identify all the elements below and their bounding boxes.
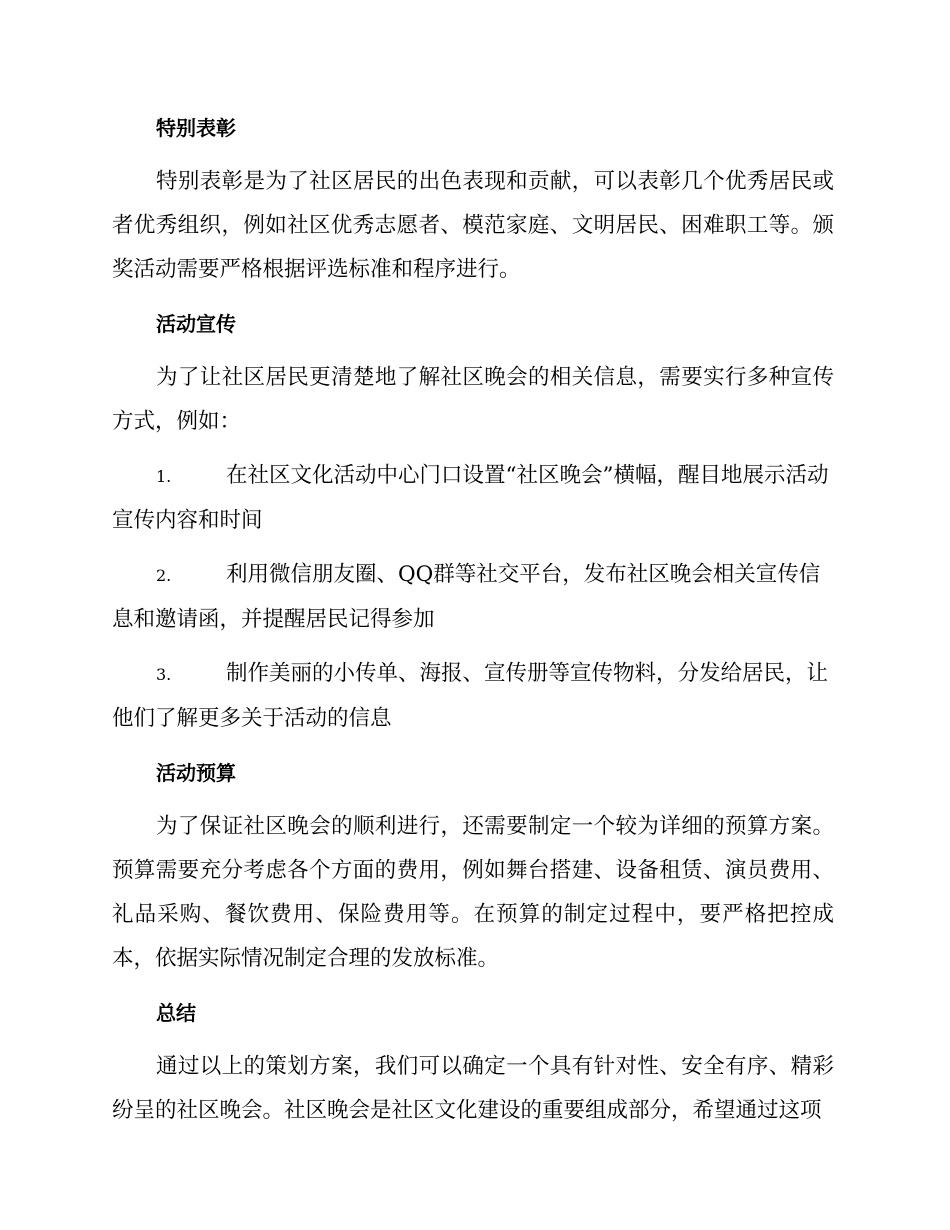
list-item — [112, 652, 834, 741]
section-paragraph: 为了保证社区晚会的顺利进行，还需要制定一个较为详细的预算方案。预算需要充分考虑各个方面的费用，例如舞台搭建、设备租赁、演员费用、礼品采购、餐饮费用、保险费用等。在预算的制定过程中，要严格把控成本，依据实际情况制定合理的发放标准。 — [112, 814, 834, 971]
section-heading-budget: 活动预算 — [156, 761, 236, 785]
section-paragraph: 特别表彰是为了社区居民的出色表现和贡献，可以表彰几个优秀居民或者优秀组织，例如社区优秀志愿者、模范家庭、文明居民、困难职工等。颁奖活动需要严格根据评选标准和程序进行。 — [112, 169, 834, 282]
list-text: 制作美丽的小传单、海报、宣传册等宣传物料，分发给居民，让他们了解更多关于活动的信息 — [112, 661, 829, 731]
document-page — [112, 106, 834, 1143]
list-item — [112, 553, 834, 642]
list-text: 利用微信朋友圈、QQ群等社交平台，发布社区晚会相关宣传信息和邀请函，并提醒居民记得参加 — [112, 562, 821, 632]
section-paragraph: 为了让社区居民更清楚地了解社区晚会的相关信息，需要实行多种宣传方式，例如： — [112, 365, 834, 434]
list-number: 3. — [156, 665, 172, 684]
list-item — [112, 454, 834, 543]
section-heading-summary: 总结 — [156, 1001, 196, 1025]
section-heading-publicity: 活动宣传 — [156, 312, 236, 336]
list-text: 在社区文化活动中心门口设置“社区晚会”横幅，醒目地展示活动宣传内容和时间 — [112, 463, 829, 533]
section-heading-special-award: 特别表彰 — [156, 116, 236, 140]
list-number: 2. — [156, 566, 172, 585]
list-number: 1. — [156, 467, 172, 486]
section-paragraph: 通过以上的策划方案，我们可以确定一个具有针对性、安全有序、精彩纷呈的社区晚会。社区晚会是社区文化建设的重要组成部分，希望通过这项 — [112, 1054, 834, 1123]
